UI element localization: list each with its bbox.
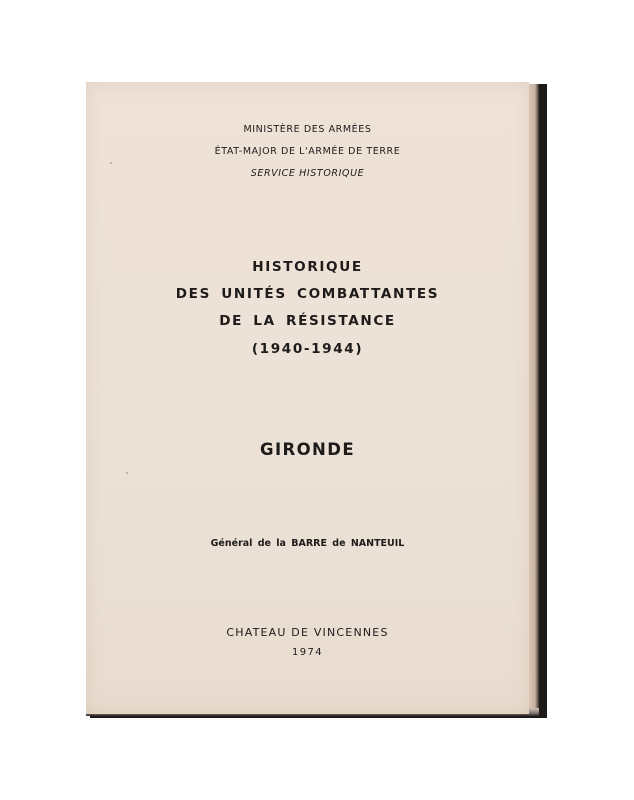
title-line-1: HISTORIQUE bbox=[252, 259, 363, 275]
title-line-3: DE LA RÉSISTANCE bbox=[219, 313, 396, 329]
staff-line: ÉTAT-MAJOR DE L'ARMÉE DE TERRE bbox=[214, 146, 401, 157]
book-cover bbox=[86, 82, 529, 714]
author-line: Général de la BARRE de NANTEUIL bbox=[210, 538, 405, 549]
publication-year: 1974 bbox=[291, 647, 324, 658]
service-line: SERVICE HISTORIQUE bbox=[250, 168, 365, 179]
title-dates: (1940-1944) bbox=[251, 341, 364, 357]
paper-speck bbox=[110, 162, 112, 164]
title-line-2: DES UNITÉS COMBATTANTES bbox=[175, 286, 440, 302]
paper-speck bbox=[126, 472, 128, 474]
ministry-line: MINISTÈRE DES ARMÉES bbox=[243, 124, 372, 135]
department-title: GIRONDE bbox=[260, 440, 355, 459]
publisher-place: CHATEAU DE VINCENNES bbox=[226, 626, 389, 639]
cover-right-edge bbox=[529, 84, 539, 712]
